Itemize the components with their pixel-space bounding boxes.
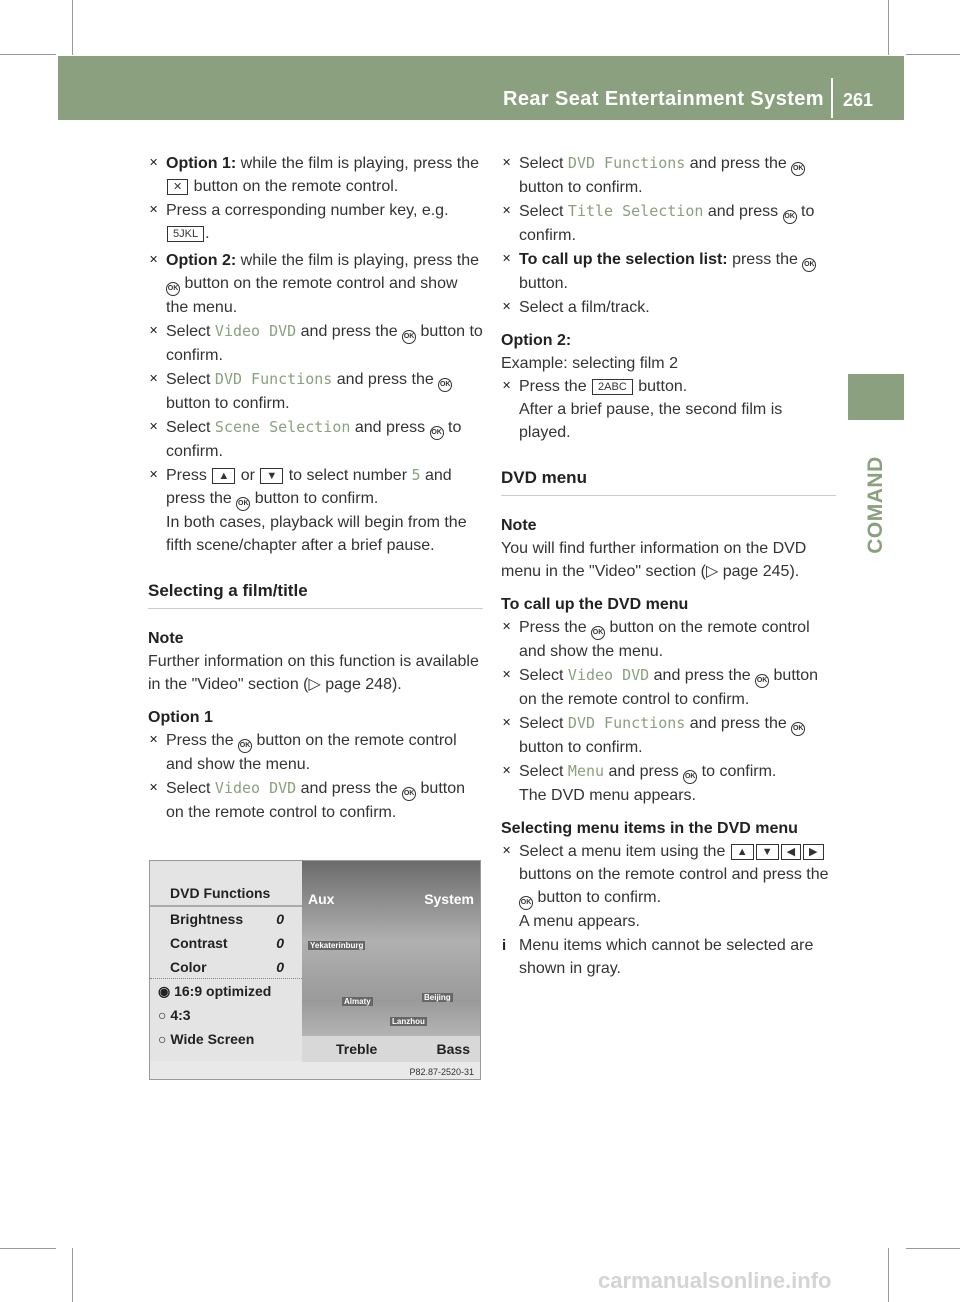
arrow-icon: ✕: [149, 782, 159, 794]
subheading: Option 2:: [501, 332, 572, 349]
step-text: and press: [707, 203, 779, 220]
crop-mark: [72, 1248, 73, 1302]
radio-icon: ○: [158, 1007, 171, 1023]
menu-item-ref: Video DVD: [214, 779, 297, 797]
step-text: to select number: [288, 467, 408, 484]
left-column: [148, 152, 483, 825]
crop-mark: [906, 1248, 960, 1249]
info-text: Menu items which cannot be selected are shown in gray.: [519, 937, 814, 977]
step-paragraph: In both cases, playback will begin from the fifth scene/chapter after a brief pause.: [166, 514, 467, 554]
step-text: while the film is playing, press the: [240, 155, 479, 172]
step-paragraph: A menu appears.: [519, 913, 640, 930]
ok-button-icon: OK: [166, 282, 180, 296]
ok-button-icon: OK: [402, 330, 416, 344]
option-label: To call up the selection list:: [519, 251, 728, 268]
arrow-icon: ✕: [502, 765, 512, 777]
menu-item-ref: Video DVD: [567, 666, 650, 684]
map-label: Yekaterinburg: [310, 941, 364, 950]
step-text: and press the: [653, 667, 751, 684]
step-text: and press the: [300, 780, 398, 797]
ok-button-icon: OK: [783, 210, 797, 224]
arrow-icon: ✕: [502, 380, 512, 392]
ok-button-icon: OK: [591, 626, 605, 640]
list-item: [501, 616, 836, 663]
side-tab-label: COMAND: [864, 456, 887, 554]
menu-row-label: Color: [170, 959, 207, 975]
list-item: [148, 152, 483, 198]
step-text: button on the remote control and show the menu.: [166, 732, 457, 773]
step-text: button to confirm.: [166, 323, 483, 364]
watermark: carmanualsonline.info: [598, 1268, 832, 1293]
menu-row-value: 0: [276, 959, 284, 975]
arrow-icon: ✕: [502, 157, 512, 169]
ok-button-icon: OK: [791, 162, 805, 176]
menu-row: [150, 1003, 302, 1027]
list-item: [148, 368, 483, 415]
list-item: [501, 375, 836, 444]
section-heading: Selecting a film/title: [148, 579, 483, 609]
step-text: to confirm.: [519, 203, 815, 244]
audio-bar: [302, 1036, 480, 1062]
step-text: and press: [354, 419, 426, 436]
arrow-icon: ✕: [149, 469, 159, 481]
step-text: button to confirm.: [166, 395, 290, 412]
menu-row: [150, 931, 302, 955]
step-text: Press the: [166, 732, 234, 749]
bass-label: Bass: [436, 1041, 470, 1057]
down-key-icon: ▼: [260, 468, 283, 484]
crop-mark: [0, 1248, 56, 1249]
header-divider: [831, 78, 833, 118]
info-note: [501, 934, 836, 980]
step-paragraph: After a brief pause, the second film is played.: [519, 401, 783, 441]
menu-row: [150, 1027, 302, 1051]
treble-label: Treble: [336, 1041, 378, 1057]
subheading: Option 1: [148, 709, 213, 726]
menu-item-ref: 5: [411, 466, 421, 484]
list-item: ✕ Press a corresponding number key, e.g. 5JKL .: [148, 199, 483, 245]
menu-row-label: Brightness: [170, 911, 244, 927]
down-key-icon: ▼: [756, 844, 779, 860]
step-text: button on the remote control.: [193, 178, 399, 195]
list-item: [501, 296, 836, 319]
map-label: Lanzhou: [392, 1017, 425, 1026]
radio-icon: ○: [158, 1031, 171, 1047]
ok-button-icon: OK: [402, 787, 416, 801]
option-label: Option 2:: [166, 252, 237, 269]
step-text: button to confirm.: [537, 889, 662, 906]
list-item: [148, 249, 483, 319]
arrow-icon: ✕: [502, 621, 512, 633]
page-title: Rear Seat Entertainment System: [502, 88, 824, 110]
list-item: [501, 248, 836, 295]
step-text: Select: [519, 763, 564, 780]
menu-row-value: 0: [276, 935, 284, 951]
step-text: button.: [638, 378, 688, 395]
ok-button-icon: OK: [683, 770, 697, 784]
crop-mark: [906, 54, 960, 55]
step-text: button on the remote control to confirm.: [519, 667, 818, 708]
step-text: button on the remote control and show the menu.: [166, 275, 458, 316]
step-text: while the film is playing, press the: [240, 252, 479, 269]
ok-button-icon: OK: [438, 378, 452, 392]
arrow-icon: ✕: [149, 373, 159, 385]
right-column: [501, 152, 836, 981]
note-heading: Note: [148, 630, 184, 647]
step-text: and press the: [300, 323, 398, 340]
step-text: Press a corresponding number key, e.g.: [166, 202, 449, 219]
step-text: button to confirm.: [254, 490, 379, 507]
arrow-icon: ✕: [149, 157, 159, 169]
menu-title: DVD Functions: [150, 861, 302, 907]
step-text: Select a menu item using the: [519, 843, 726, 860]
up-key-icon: ▲: [731, 844, 754, 860]
note-text: You will find further information on the DVD menu in the "Video" section (▷ page 245).: [501, 540, 807, 580]
side-tab: [848, 430, 904, 580]
crop-mark: [0, 54, 56, 55]
arrow-icon: ✕: [149, 254, 159, 266]
step-text: Press: [166, 467, 207, 484]
subheading: Selecting menu items in the DVD menu: [501, 820, 798, 837]
step-text: and press the: [689, 155, 787, 172]
subheading: To call up the DVD menu: [501, 596, 689, 613]
list-item: [501, 200, 836, 247]
left-key-icon: ◀: [781, 844, 801, 860]
dvd-functions-menu: [150, 861, 302, 1061]
step-text: and press the: [166, 467, 452, 507]
ok-button-icon: OK: [236, 497, 250, 511]
step-text: and press: [608, 763, 679, 780]
radio-selected-icon: ◉: [158, 983, 175, 999]
arrow-icon: ✕: [502, 301, 512, 313]
arrow-icon: ✕: [502, 669, 512, 681]
list-item: [148, 320, 483, 367]
info-icon: i: [502, 937, 507, 954]
list-item: [501, 760, 836, 807]
tab-system: System: [424, 891, 474, 907]
list-item: [148, 464, 483, 557]
example-text: Example: selecting film 2: [501, 355, 678, 372]
arrow-icon: ✕: [149, 734, 159, 746]
menu-row-label: 16:9 optimized: [174, 983, 272, 999]
arrow-icon: ✕: [149, 421, 159, 433]
step-text: Select: [166, 371, 211, 388]
list-item: [148, 729, 483, 776]
step-text: Select: [519, 667, 564, 684]
up-key-icon: ▲: [212, 468, 235, 484]
menu-item-ref: DVD Functions: [214, 370, 333, 388]
ok-button-icon: OK: [519, 896, 533, 910]
menu-row: [150, 955, 302, 979]
step-text: Select: [519, 715, 564, 732]
step-text: press the: [732, 251, 798, 268]
list-item: [148, 416, 483, 463]
step-text: button to confirm.: [519, 179, 643, 196]
map-label: Almaty: [344, 997, 371, 1006]
step-text: Select a film/track.: [519, 299, 650, 316]
crop-mark: [888, 1248, 889, 1302]
menu-item-ref: DVD Functions: [567, 154, 686, 172]
step-text: button.: [519, 275, 568, 292]
ok-button-icon: OK: [755, 674, 769, 688]
menu-row: [150, 907, 302, 931]
list-item: [501, 840, 836, 933]
step-text: buttons on the remote control and press the: [519, 866, 829, 883]
list-item: [501, 712, 836, 759]
side-tab-marker: [848, 374, 904, 420]
menu-item-ref: Menu: [567, 762, 605, 780]
step-text: Select: [166, 780, 211, 797]
map-label: Beijing: [424, 993, 451, 1002]
step-text: Press the: [519, 619, 587, 636]
menu-row: [150, 979, 302, 1003]
step-text: and press the: [336, 371, 434, 388]
ok-button-icon: OK: [791, 722, 805, 736]
step-text: button to confirm.: [519, 739, 643, 756]
arrow-icon: ✕: [502, 205, 512, 217]
step-paragraph: The DVD menu appears.: [519, 787, 696, 804]
note-text: Further information on this function is available in the "Video" section (▷ page 248).: [148, 653, 479, 693]
note-heading: Note: [501, 517, 537, 534]
step-text: Select: [519, 203, 564, 220]
list-item: [501, 664, 836, 711]
step-text: button on the remote control to confirm.: [166, 780, 465, 821]
menu-item-ref: Title Selection: [567, 202, 704, 220]
crop-mark: [888, 0, 889, 55]
stop-key-icon: ✕: [167, 179, 188, 195]
ok-button-icon: OK: [430, 426, 444, 440]
tab-aux: Aux: [308, 891, 335, 907]
map-background: [302, 861, 480, 1061]
section-heading: DVD menu: [501, 466, 836, 496]
arrow-icon: ✕: [149, 325, 159, 337]
step-text: to confirm.: [701, 763, 777, 780]
step-text: Select: [519, 155, 564, 172]
menu-item-ref: Video DVD: [214, 322, 297, 340]
menu-row-label: 4:3: [170, 1007, 191, 1023]
step-text: and press the: [689, 715, 787, 732]
page-number: 261: [843, 90, 874, 110]
step-text: button on the remote control and show the menu.: [519, 619, 810, 660]
arrow-icon: ✕: [502, 717, 512, 729]
step-text: Press the: [519, 378, 587, 395]
crop-mark: [72, 0, 73, 55]
menu-row-label: Contrast: [170, 935, 228, 951]
step-text: to confirm.: [166, 419, 462, 460]
list-item: [148, 777, 483, 824]
arrow-icon: ✕: [502, 253, 512, 265]
list-item: [501, 152, 836, 199]
menu-item-ref: Scene Selection: [214, 418, 351, 436]
number-key-icon: 5JKL: [167, 226, 204, 242]
step-text: or: [240, 467, 255, 484]
arrow-icon: ✕: [502, 845, 512, 857]
right-key-icon: ▶: [803, 844, 823, 860]
arrow-icon: ✕: [149, 204, 159, 216]
number-key-icon: 2ABC: [592, 379, 633, 395]
dvd-functions-screenshot: [149, 860, 481, 1080]
ok-button-icon: OK: [802, 258, 816, 272]
menu-item-ref: DVD Functions: [567, 714, 686, 732]
step-text: Select: [166, 419, 211, 436]
ok-button-icon: OK: [238, 739, 252, 753]
step-text: Select: [166, 323, 211, 340]
menu-row-label: Wide Screen: [170, 1031, 255, 1047]
image-caption: P82.87-2520-31: [409, 1067, 474, 1077]
option-label: Option 1:: [166, 155, 237, 172]
menu-row-value: 0: [276, 911, 284, 927]
